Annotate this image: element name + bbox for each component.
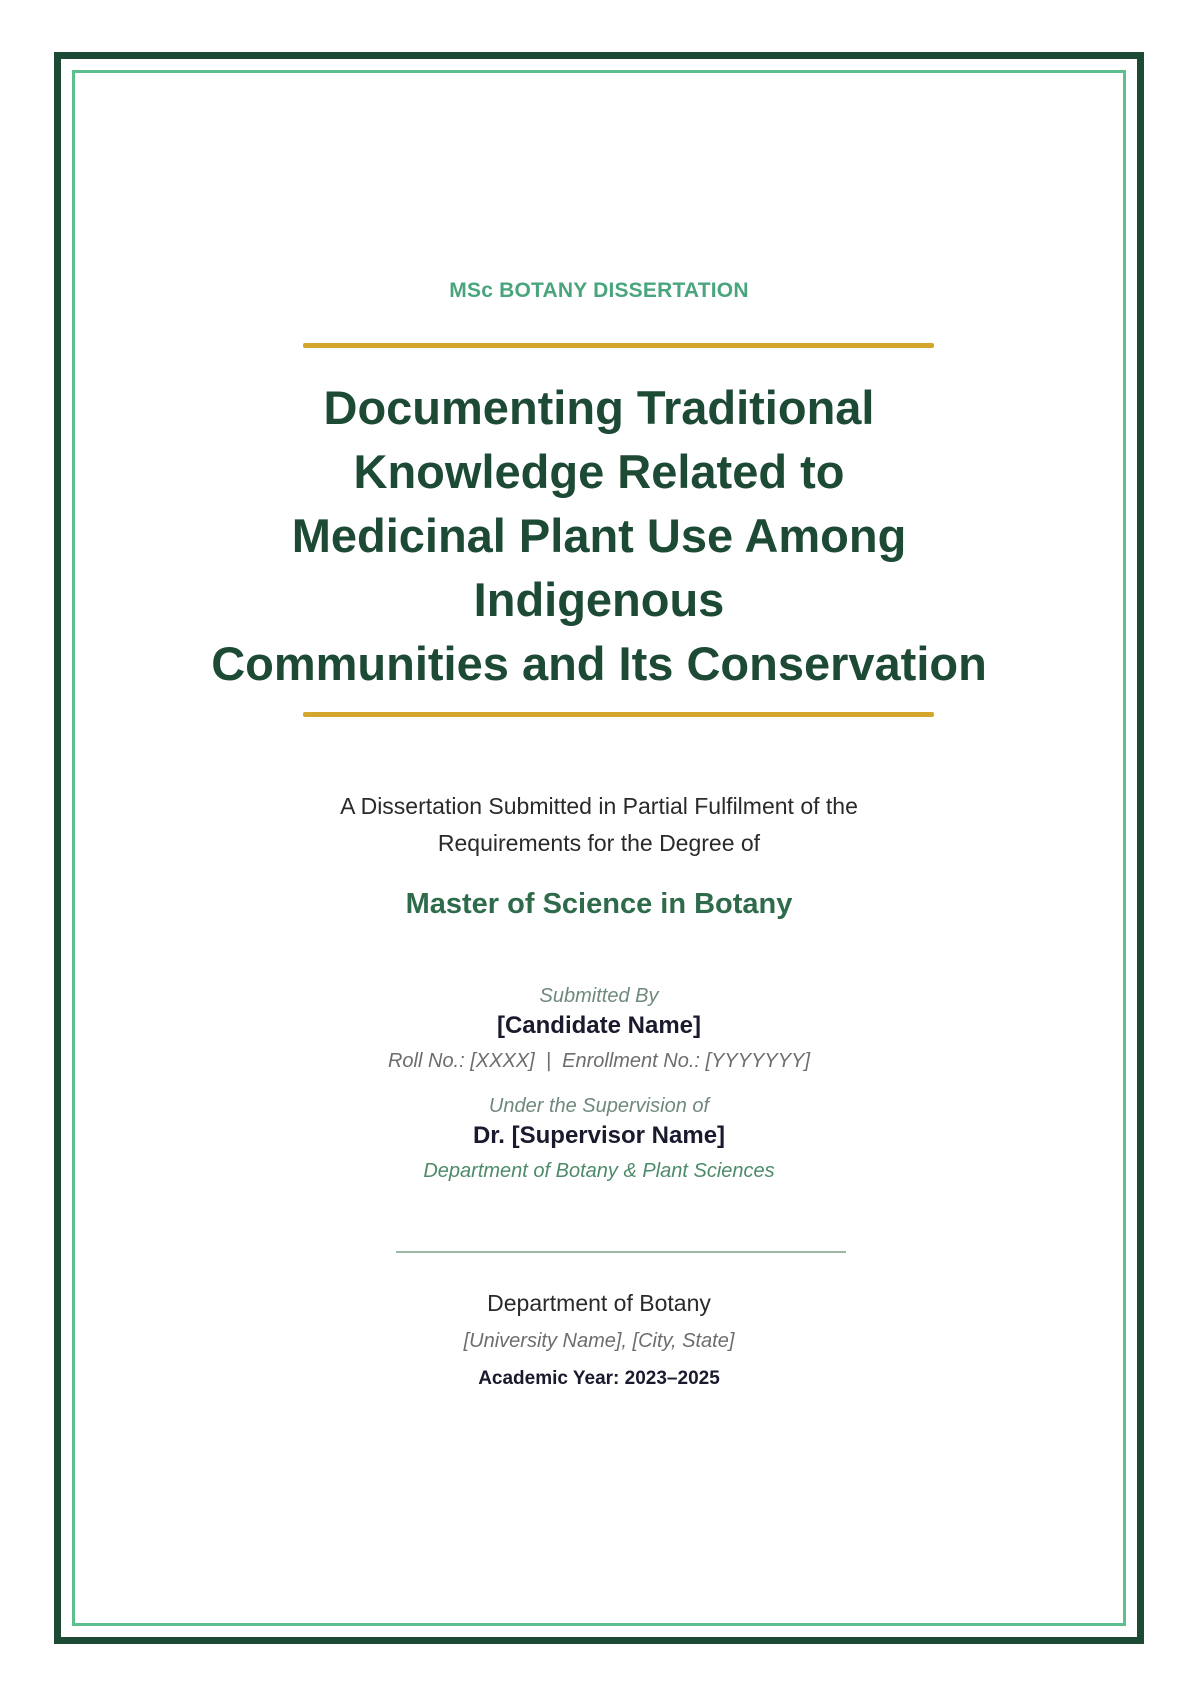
- supervision-label: Under the Supervision of: [488, 1095, 710, 1117]
- footer-divider: [396, 1251, 846, 1253]
- title-top-divider: [303, 343, 934, 348]
- dissertation-title: [72, 376, 1126, 696]
- submission-line: Requirements for the Degree of: [437, 830, 761, 856]
- candidate-name: [Candidate Name]: [496, 1012, 702, 1039]
- title-line: Medicinal Plant Use Among: [291, 509, 907, 562]
- title-line: Indigenous: [473, 573, 725, 626]
- submission-statement: [72, 788, 1126, 862]
- supervisor-name: Dr. [Supervisor Name]: [472, 1122, 726, 1149]
- title-line: Knowledge Related to: [353, 445, 845, 498]
- university-location: [University Name], [City, State]: [463, 1330, 735, 1352]
- submitted-by-label: Submitted By: [539, 985, 659, 1007]
- department-name: Department of Botany: [487, 1290, 711, 1316]
- document-type-label: MSc BOTANY DISSERTATION: [449, 279, 749, 302]
- roll-enrollment-line: Roll No.: [XXXX] | Enrollment No.: [YYYYYYY]: [387, 1050, 811, 1072]
- submission-line: A Dissertation Submitted in Partial Fulfilment of the: [340, 793, 858, 819]
- degree-name: Master of Science in Botany: [405, 888, 793, 920]
- title-bottom-divider: [303, 712, 934, 717]
- title-line: Documenting Traditional: [323, 381, 875, 434]
- supervisor-department: Department of Botany & Plant Sciences: [423, 1160, 775, 1182]
- title-line: Communities and Its Conservation: [211, 637, 987, 690]
- academic-year: Academic Year: 2023–2025: [478, 1368, 720, 1389]
